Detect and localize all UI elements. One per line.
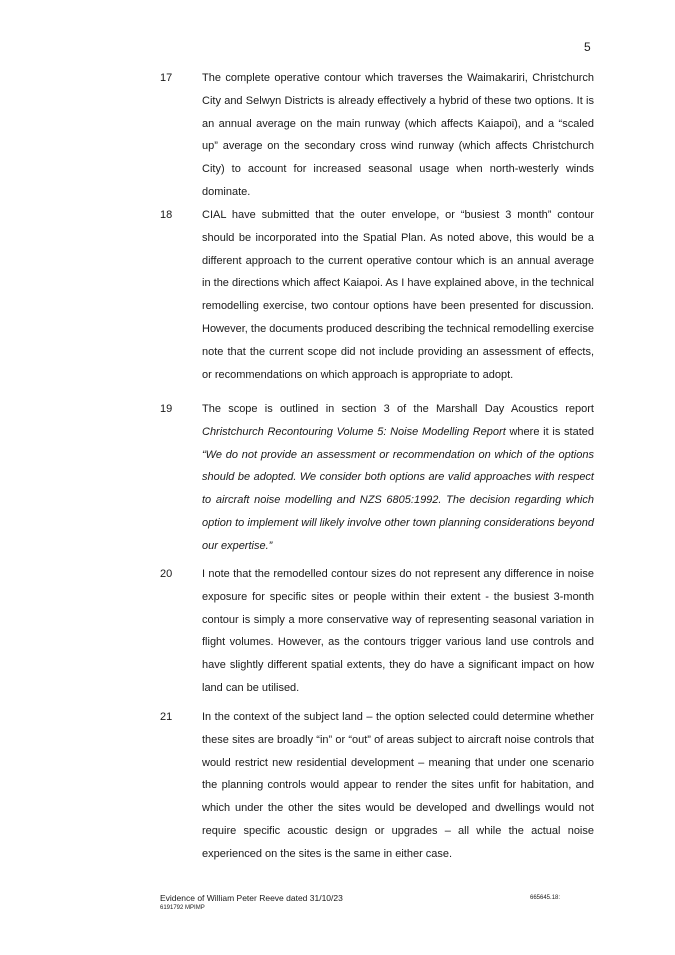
paragraph-20 bbox=[160, 563, 594, 700]
paragraph-21 bbox=[160, 706, 594, 866]
paragraph-17 bbox=[160, 67, 594, 204]
paragraph-text-segment: where it is stated bbox=[505, 425, 595, 438]
paragraph-text-segment: The complete operative contour which traverses the Waimakariri, Christchurch City and Selwyn Districts is already effectively a hybrid of these two options. It is an annual average on the main runway (which affects Kaiapoi), and a “scaled up” average on the secondary cross wind runway (which affects Christchurch City) to account for increased seasonal usage when north-westerly winds dominate. bbox=[202, 72, 594, 198]
paragraph-text-segment: In the context of the subject land – the option selected could determine whether these sites are broadly “in” or “out” of areas subject to aircraft noise controls that would restrict new residential development – meaning that under one scenario the planning controls would appear to render the sites unfit for habitation, and which under the other the sites would be developed and dwellings would not require specific acoustic design or upgrades – all while the actual noise experienced on the sites is the same in either case. bbox=[202, 711, 594, 860]
paragraph-number: 21 bbox=[160, 711, 173, 723]
footer-doc-id: 6191792 MPIMP bbox=[160, 905, 205, 911]
paragraph-text bbox=[202, 563, 594, 700]
paragraph-number: 18 bbox=[160, 209, 173, 221]
report-quote-italic: “We do not provide an assessment or recommendation on which of the options should be adopted. We consider both options are valid approaches with respect to aircraft noise modelling and NZS 6805:1992. The decision regarding which option to implement will likely involve other town planning considerations beyond our expertise.” bbox=[202, 448, 594, 552]
paragraph-text-segment: The scope is outlined in section 3 of the Marshall Day Acoustics report bbox=[202, 403, 594, 415]
paragraph-18 bbox=[160, 204, 594, 386]
paragraph-text-segment: CIAL have submitted that the outer envelope, or “busiest 3 month” contour should be incorporated into the Spatial Plan. As noted above, this would be a different approach to the current operative contour which is an annual average in the directions which affect Kaiapoi. As I have explained above, in the technical remodelling exercise, two contour options have been presented for discussion. However, the documents produced describing the technical remodelling exercise note that the current scope did not include providing an assessment of effects, or recommendations on which approach is appropriate to adopt. bbox=[202, 209, 594, 381]
paragraph-number: 17 bbox=[160, 72, 173, 84]
paragraph-number: 19 bbox=[160, 403, 173, 415]
footer bbox=[160, 893, 343, 912]
paragraph-text bbox=[202, 204, 594, 386]
page-number: 5 bbox=[584, 40, 591, 54]
report-title-italic: Christchurch Recontouring Volume 5: Noise Modelling Report bbox=[202, 425, 506, 438]
paragraph-text bbox=[202, 706, 594, 866]
paragraph-text-segment: I note that the remodelled contour sizes do not represent any difference in noise exposure for specific sites or people within their extent - the busiest 3-month contour is simply a more conservative way of representing seasonal variation in flight volumes. However, as the contours trigger various land use controls and have slightly different spatial extents, they do have a significant impact on how land can be utilised. bbox=[202, 568, 594, 694]
paragraph-text bbox=[202, 67, 594, 204]
paragraph-text bbox=[202, 398, 594, 558]
paragraph-number: 20 bbox=[160, 568, 173, 580]
footer-title: Evidence of William Peter Reeve dated 31/10/23 bbox=[160, 893, 343, 903]
paragraph-19 bbox=[160, 398, 594, 558]
footer-reference: 665645.18: bbox=[530, 895, 561, 901]
